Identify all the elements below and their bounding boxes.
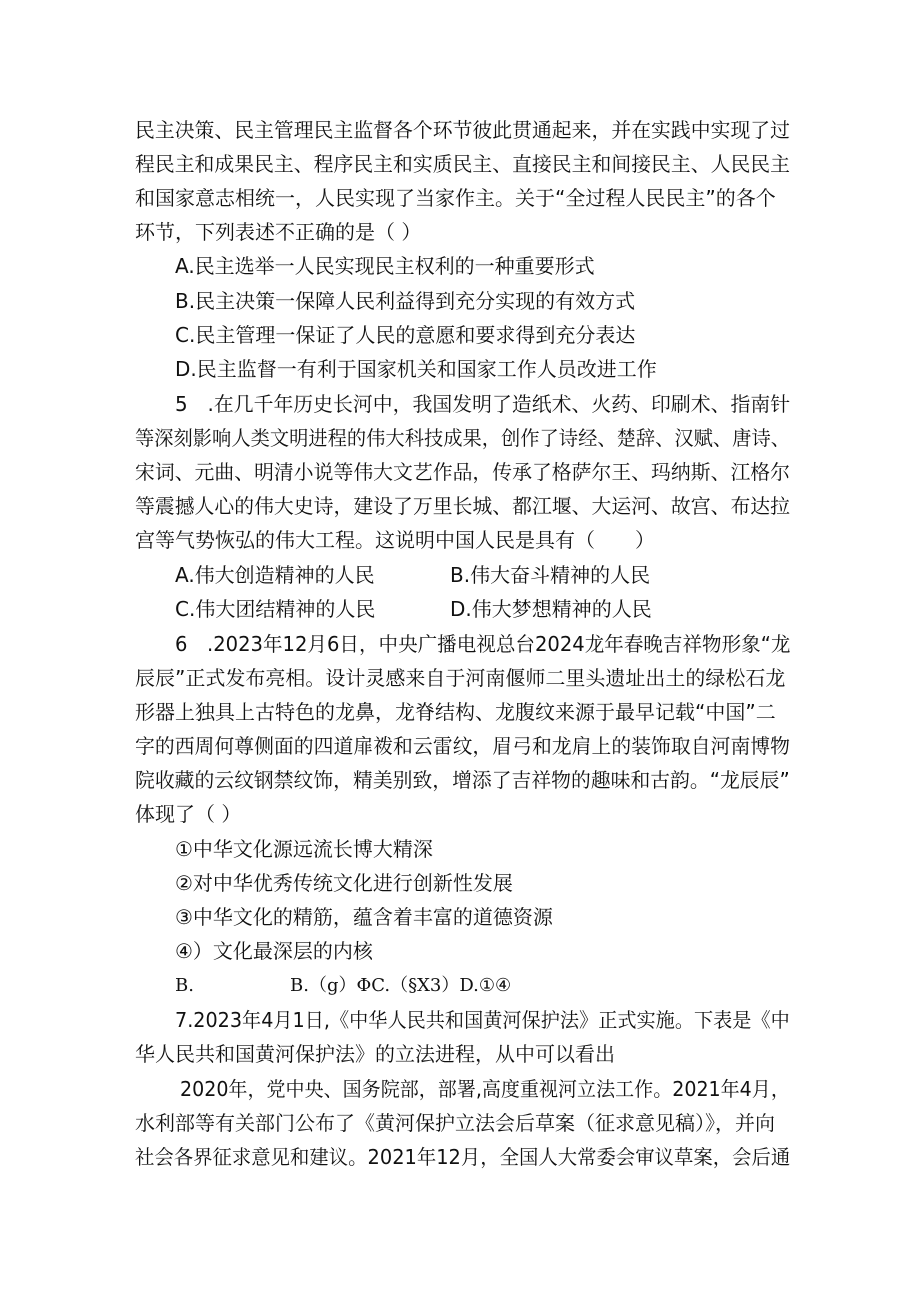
q7-material-line-3: 社会各界征求意见和建议。2021年12月，全国人大常委会审议草案，会后通: [135, 1145, 791, 1169]
q7-stem-line-2: 华人民共和国黄河保护法》的立法进程，从中可以看出: [135, 1042, 615, 1066]
q7-material-line-2: 水利部等有关部门公布了《黄河保护立法会后草案（征求意见稿）》，并向: [135, 1111, 775, 1135]
q5-stem-line-2: 等深刻影响人类文明进程的伟大科技成果，创作了诗经、楚辞、汉赋、唐诗、: [135, 426, 790, 450]
q5-option-a: A.伟大创造精神的人民: [175, 563, 375, 587]
q6-stem-line-2: 辰辰”正式发布亮相。设计灵感来自于河南偃师二里头遗址出土的绿松石龙: [135, 666, 786, 690]
q5-option-b: B.伟大奋斗精神的人民: [450, 563, 651, 587]
q4-option-d: D.民主监督一有利于国家机关和国家工作人员改进工作: [175, 357, 657, 381]
q5-stem-line-5: 宫等气势恢弘的伟大工程。这说明中国人民是具有（ ）: [135, 528, 655, 552]
q6-item-4: ④）文化最深层的内核: [175, 939, 373, 963]
q4-stem-line-3: 和国家意志相统一，人民实现了当家作主。关于“全过程人民民主”的各个: [135, 186, 776, 210]
q6-stem-line-6: 体现了（ ）: [135, 802, 242, 826]
q4-stem-line-1: 民主决策、民主管理民主监督各个环节彼此贯通起来，并在实践中实现了过: [135, 118, 790, 142]
q6-item-2: ②对中华优秀传统文化进行创新性发展: [175, 871, 513, 895]
q6-item-1: ①中华文化源远流长博大精深: [175, 837, 433, 861]
q5-option-c: C.伟大团结精神的人民: [175, 597, 376, 621]
q4-stem-line-4: 环节，下列表述不正确的是（ ）: [135, 220, 422, 244]
q5-stem-line-4: 等震撼人心的伟大史诗，建设了万里长城、都江堰、大运河、故宫、布达拉: [135, 494, 790, 518]
q6-stem-line-3: 形器上独具上古特色的龙鼻，龙脊结构、龙腹纹来源于最早记载“中国”二: [135, 700, 776, 724]
q4-option-a: A.民主选举一人民实现民主权利的一种重要形式: [175, 254, 595, 278]
q4-option-c: C.民主管理一保证了人民的意愿和要求得到充分表达: [175, 323, 636, 347]
q4-option-b: B.民主决策一保障人民利益得到充分实现的有效方式: [175, 289, 636, 313]
q5-stem-line-3: 宋词、元曲、明清小说等伟大文艺作品，传承了格萨尔王、玛纳斯、江格尔: [135, 460, 790, 484]
q7-stem-line-1: 7.2023年4月1日,《中华人民共和国黄河保护法》正式实施。下表是《中: [175, 1008, 790, 1032]
q6-stem-line-5: 院收藏的云纹钢禁纹饰，精美别致，增添了吉祥物的趣味和古韵。“龙辰辰”: [135, 768, 790, 792]
q5-stem-line-1: 5 .在几千年历史长河中，我国发明了造纸术、火药、印刷术、指南针: [175, 392, 791, 416]
q4-stem-line-2: 程民主和成果民主、程序民主和实质民主、直接民主和间接民主、人民民主: [135, 152, 790, 176]
q6-stem-line-4: 字的西周何尊侧面的四道扉袯和云雷纹，眉弓和龙肩上的装饰取自河南博物: [135, 734, 790, 758]
q6-answer-choices-left: B.: [175, 975, 194, 996]
q6-stem-line-1: 6 .2023年12月6日，中央广播电视总台2024龙年春晚吉祥物形象“龙: [175, 632, 791, 656]
q6-item-3: ③中华文化的精筋，蕴含着丰富的道德资源: [175, 905, 553, 929]
q6-answer-choices-right: B.（g）ΦC.（§X3）D.①④: [290, 975, 512, 996]
q5-option-d: D.伟大梦想精神的人民: [450, 597, 652, 621]
q7-material-line-1: 2020年，党中央、国务院部，部署,高度重视河立法工作。2021年4月，: [180, 1077, 790, 1101]
